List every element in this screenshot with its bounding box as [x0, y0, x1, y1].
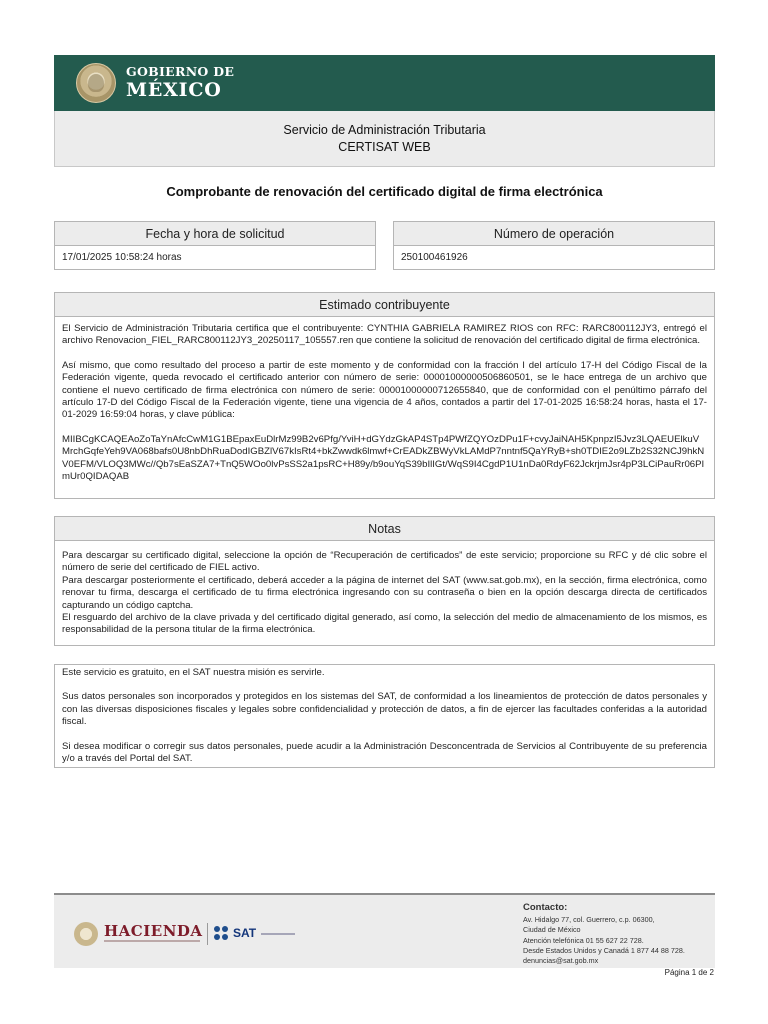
page-number: Página 1 de 2 [664, 968, 714, 977]
privacidad-1: Este servicio es gratuito, en el SAT nuestra misión es servirle. [62, 667, 325, 678]
contact-address-1: Av. Hidalgo 77, col. Guerrero, c.p. 06300, [523, 915, 655, 924]
contribuyente-heading: Estimado contribuyente [55, 293, 714, 317]
hacienda-subtitle-line [104, 940, 200, 942]
footer [54, 893, 715, 968]
public-key: MIIBCgKCAQEAoZoTaYnAfcCwM1G1BEpaxEuDlrMz99B2v6Pfg/YviH+dGYdzGkAP4STp4PWfZQYOzDPu1F+cvyJaiNAH5KpnpzI5Jvz3LQAEUElkuVMrchGqfeYeh9VA068bafs0U8nbDhRuaDodIGBZlV67kIsRt4+bkZwwdk6lmwf+CrEADkZBWyVkLAMdP7nntnf5QaYRyB+sh0TDIE2o9LZb2S32NCJ9hkNV0EFM/VLOQ3MWc//Qb7sEaSZA7+TnQ5WOo0lvPsSS2a1psRC+H89y/b9ouYqS39bIlIGt/WqS9I4CgdP1U1nDa0RdyF62JckrjmJsr4pP3LCiPauRr06PImUr0QIDAQAB [62, 433, 705, 483]
contact-title: Contacto: [523, 902, 568, 913]
gov-line2: MÉXICO [126, 78, 222, 101]
mexico-seal-icon [76, 63, 116, 103]
contact-phone: Atención telefónica 01 55 627 22 728. [523, 935, 644, 945]
contact-phone-us: Desde Estados Unidos y Canadá 1 877 44 88 728. [523, 945, 685, 955]
contact-block [523, 902, 685, 966]
service-name: Servicio de Administración Tributaria [283, 122, 486, 137]
sat-subtitle-line [261, 933, 295, 935]
gov-line1: GOBIERNO DE [126, 64, 235, 80]
operacion-value: 250100461926 [393, 246, 715, 270]
fecha-label: Fecha y hora de solicitud [54, 221, 376, 246]
operacion-label: Número de operación [393, 221, 715, 246]
service-title-box [54, 111, 715, 167]
contact-email: denuncias@sat.gob.mx [523, 956, 599, 966]
contribuyente-section [54, 292, 715, 499]
contribuyente-paragraph-1: El Servicio de Administración Tributaria certifica que el contribuyente: CYNTHIA GABRIELA RAMIREZ RIOS con RFC: RARC800112JY3, entregó el archivo Renovacion_FIEL_RARC800112JY3_20250117_105557.ren que contiene la solicitud de renovación del certificado digital de firma electrónica. [62, 323, 707, 347]
hacienda-seal-icon [74, 922, 98, 946]
fecha-field [54, 221, 376, 270]
gov-header [54, 55, 715, 111]
contact-address-2: Ciudad de México [523, 925, 581, 935]
notas-section [54, 516, 715, 646]
nota-1: Para descargar su certificado digital, seleccione la opción de “Recuperación de certificados” de este servicio; proporcione su RFC y dé clic sobre el número de serie del certificado de FIEL activo. [62, 550, 707, 574]
sat-logo: SAT [233, 926, 257, 940]
contribuyente-paragraph-2: Así mismo, que como resultado del proceso a partir de este momento y de conformidad con la fracción I del artículo 17-H del Código Fiscal de la Federación vigente, queda revocado el certificado anterior con número de serie: 00001000000506860501, se le hace entrega de un archivo que contiene el nuevo certificado de firma electrónica con número de serie: 00001000000712655840, que de conformidad con el penúltimo párrafo del artículo 17-D del Código Fiscal de la Federación vigente, tiene una vigencia de 4 años, contados a partir del 17-01-2025 16:58:24 horas, hasta el 17-01-2029 16:59:04 horas, y clave pública: [62, 359, 707, 421]
fecha-value: 17/01/2025 10:58:24 horas [54, 246, 376, 270]
privacidad-section [54, 664, 715, 768]
gov-logo-text [126, 66, 234, 100]
nota-3: El resguardo del archivo de la clave privada y del certificado digital generado, así como, la selección del medio de almacenamiento de los mismos, es responsabilidad de la persona titular de la firma electrónica. [62, 612, 707, 636]
nota-2: Para descargar posteriormente el certificado, deberá acceder a la página de internet del SAT (www.sat.gob.mx), en la sección, firma electrónica, como renovar tu firma, descarga el certificado de tu firma electrónica ingresando con su contraseña o bien en la opción descarga directa de certificados capturando un código captcha. [62, 574, 707, 611]
privacidad-2: Sus datos personales son incorporados y protegidos en los sistemas del SAT, de conformidad a los lineamientos de protección de datos personales y con las diversas disposiciones fiscales y legales sobre confidencialidad y protección de datos, a fin de ejercer las facultades conferidas a la autoridad fiscal. [62, 691, 707, 728]
app-name: CERTISAT WEB [338, 139, 431, 154]
privacidad-3: Si desea modificar o corregir sus datos personales, puede acudir a la Administración Desconcentrada de Servicios al Contribuyente de su preferencia y/o a través del Portal del SAT. [62, 740, 707, 765]
operacion-field [393, 221, 715, 270]
document-title: Comprobante de renovación del certificado digital de firma electrónica [166, 184, 603, 199]
hacienda-logo: HACIENDA [104, 922, 203, 940]
notas-heading: Notas [55, 517, 714, 541]
logo-divider [207, 923, 208, 945]
sat-dots-icon [214, 926, 230, 942]
